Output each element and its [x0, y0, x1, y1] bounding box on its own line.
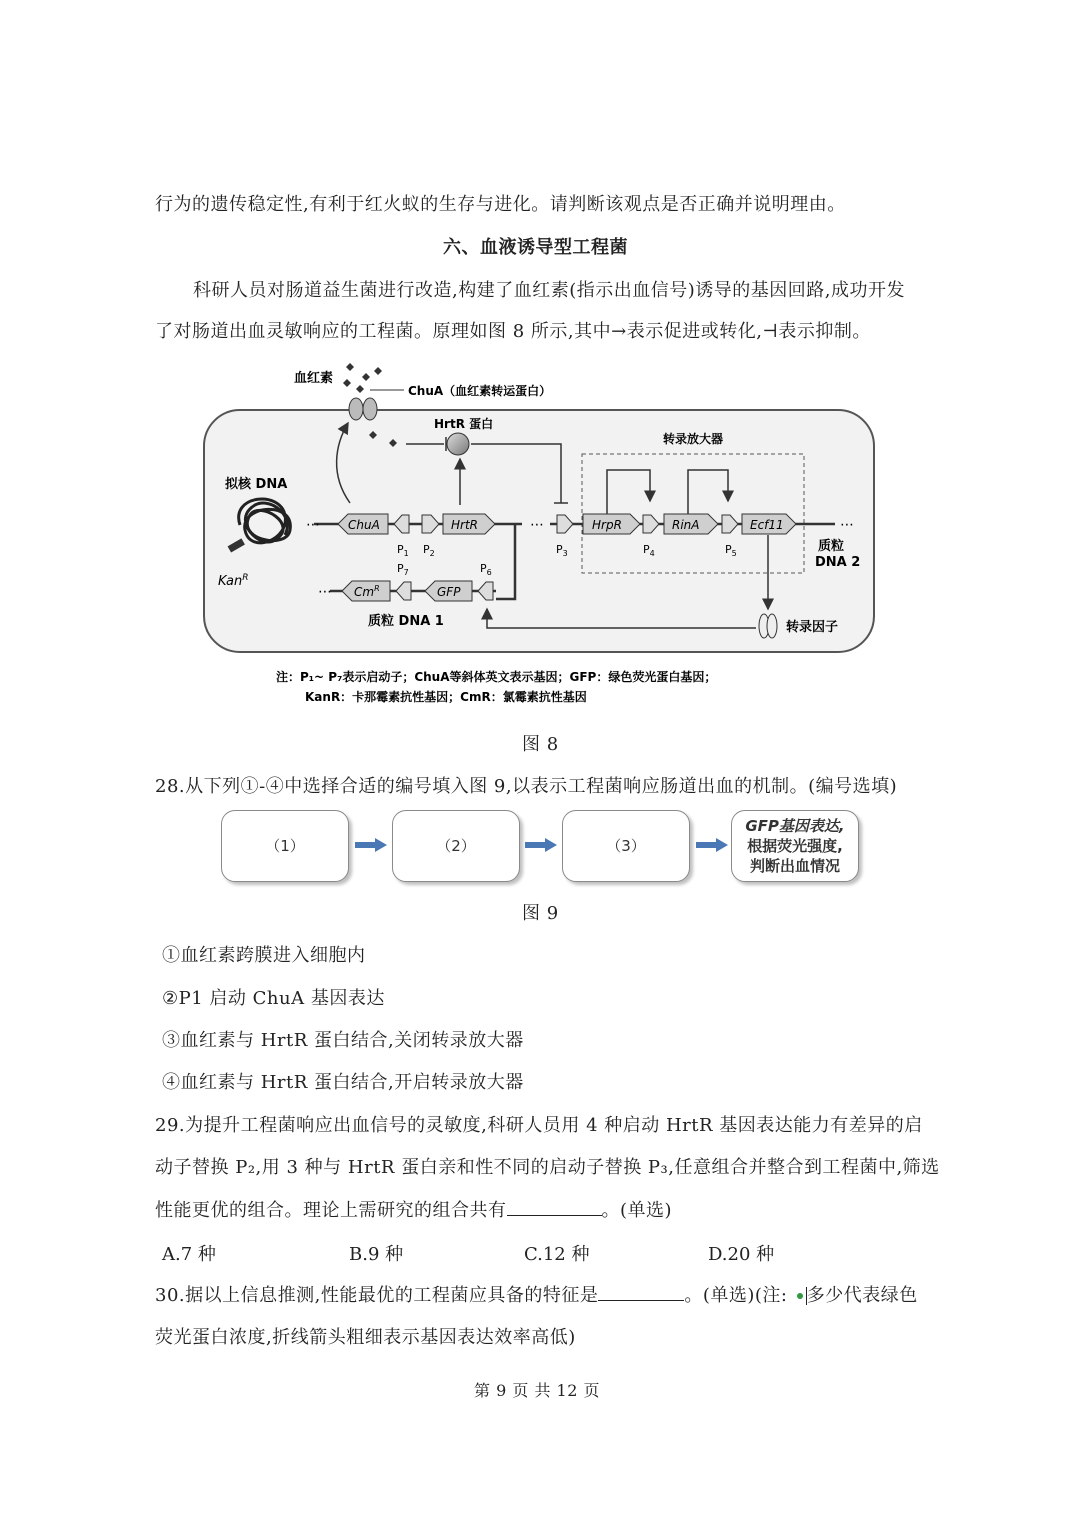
fig9-arrow-2: [525, 838, 557, 852]
paragraph-line-2: 了对肠道出血灵敏响应的工程菌。原理如图 8 所示,其中→表示促进或转化,⊣表示抑制。: [155, 321, 871, 342]
fig9-final-box: [731, 810, 859, 882]
nucleoid-label: 拟核 DNA: [225, 477, 288, 492]
fig9-box-1: （1）: [221, 810, 349, 882]
svg-text:⋯: ⋯: [306, 517, 320, 533]
fig9-box-3: （3）: [562, 810, 690, 882]
figure-8-diagram: [190, 355, 890, 710]
heme-label: 血红素: [294, 371, 334, 386]
chua-label: ChuA（血红素转运蛋白）: [408, 384, 552, 398]
q28-item-4: ④血红素与 HrtR 蛋白结合,开启转录放大器: [162, 1072, 524, 1093]
q30-line-2: 荧光蛋白浓度,折线箭头粗细表示基因表达效率高低): [155, 1327, 576, 1348]
q29-option-b[interactable]: B.9 种: [349, 1244, 404, 1265]
svg-text:HrpR: HrpR: [592, 518, 622, 532]
svg-text:P6: $P_6$: [480, 562, 492, 577]
page-footer: 第 9 页 共 12 页: [474, 1381, 600, 1400]
transcription-factor-icon: [759, 614, 777, 638]
q29-option-a[interactable]: A.7 种: [162, 1244, 216, 1265]
q30-answer-blank[interactable]: [598, 1300, 684, 1301]
plasmid2-label: 质粒 DNA 2: [815, 539, 861, 570]
q29-option-d[interactable]: D.20 种: [708, 1244, 775, 1265]
tf-label: 转录因子: [786, 620, 839, 635]
svg-text:⋯: ⋯: [840, 517, 854, 533]
q29-option-c[interactable]: C.12 种: [524, 1244, 590, 1265]
svg-text:Ecf11: Ecf11: [750, 518, 784, 532]
figure8-note-line2: KanR：卡那霉素抗性基因；CmR：氯霉素抗性基因: [305, 690, 587, 704]
svg-text:P5: $P_5$: [725, 543, 737, 558]
cm-label: $Cm^R$: [354, 584, 380, 599]
svg-text:P1: $P_1$: [397, 543, 409, 558]
q28-item-1: ①血红素跨膜进入细胞内: [162, 945, 366, 966]
svg-text:GFP: GFP: [437, 585, 461, 599]
q29-line-1: 29.为提升工程菌响应出血信号的灵敏度,科研人员用 4 种启动 HrtR 基因表达能力有差异的启: [155, 1115, 923, 1136]
q29-line-2: 动子替换 P₂,用 3 种与 HrtR 蛋白亲和性不同的启动子替换 P₃,任意组合并整合到工程菌中,筛选: [155, 1157, 940, 1178]
q30-line-1: 30.据以上信息推测,性能最优的工程菌应具备的特征是 。(单选)(注: 多少代表绿色: [155, 1285, 918, 1306]
figure8-caption: 图 8: [522, 734, 559, 755]
svg-text:P4: $P_4$: [643, 543, 655, 558]
fig9-final-line2: 根据荧光强度,: [747, 837, 843, 855]
q28-item-2: ②P1 启动 ChuA 基因表达: [162, 988, 385, 1009]
paragraph-line-1: 科研人员对肠道益生菌进行改造,构建了血红素(指示出血信号)诱导的基因回路,成功开发: [193, 280, 905, 301]
svg-text:P2: $P_2$: [423, 543, 435, 558]
fig9-arrow-3: [696, 838, 728, 852]
svg-text:P7: $P_7$: [397, 562, 409, 577]
intro-line: 行为的遗传稳定性,有利于红火蚁的生存与进化。请判断该观点是否正确并说明理由。: [155, 194, 846, 215]
fig9-box-2: （2）: [392, 810, 520, 882]
svg-text:⋯: ⋯: [318, 584, 332, 600]
svg-text:RinA: RinA: [672, 518, 700, 532]
svg-text:ChuA: ChuA: [348, 518, 380, 532]
figure9-caption: 图 9: [522, 903, 559, 924]
plasmid1-label: 质粒 DNA 1: [368, 614, 444, 629]
svg-text:HrtR: HrtR: [451, 518, 478, 532]
amplifier-label: 转录放大器: [663, 432, 724, 446]
svg-text:⋯: ⋯: [530, 517, 544, 533]
svg-text:P3: $P_3$: [556, 543, 568, 558]
q29-answer-blank[interactable]: [507, 1215, 602, 1216]
hrtr-protein-icon: [447, 433, 469, 455]
hrtr-protein-label: HrtR 蛋白: [434, 417, 494, 431]
fig9-final-line3: 判断出血情况: [749, 857, 840, 875]
kan-label: Kan$^R$: [218, 573, 249, 589]
q28-item-3: ③血红素与 HrtR 蛋白结合,关闭转录放大器: [162, 1030, 524, 1051]
q28-text: 28.从下列①-④中选择合适的编号填入图 9,以表示工程菌响应肠道出血的机制。(编号选填): [155, 776, 898, 797]
section-title: 六、血液诱导型工程菌: [443, 237, 628, 258]
q29-line-3: 性能更优的组合。理论上需研究的组合共有 。(单选): [155, 1200, 673, 1221]
fig9-final-line1: GFP基因表达,: [745, 817, 845, 835]
green-dot-icon: [797, 1293, 803, 1299]
figure8-note-line1: 注：P₁~ P₇表示启动子；ChuA等斜体英文表示基因；GFP：绿色荧光蛋白基因；: [276, 670, 717, 684]
fig9-arrow-1: [355, 838, 387, 852]
